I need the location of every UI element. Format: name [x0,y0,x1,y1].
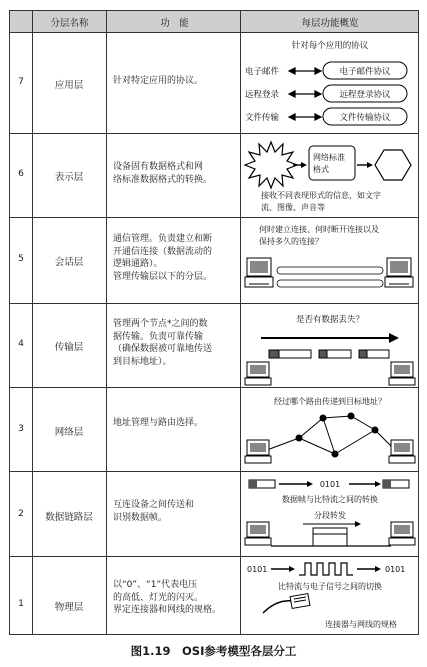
layer-name: 传输层 [54,342,84,353]
layer-function: 设备固有数据格式和网 络标准数据格式的转换。 [113,162,213,185]
layer-function: 互连设备之间传送和 识别数据帧。 [113,500,195,523]
layer-name: 会话层 [54,257,84,268]
layer-name: 物理层 [54,602,84,613]
hexagon-icon [375,150,411,180]
transport-q: 是否有数据丢失？ [295,315,365,325]
layer-number: 5 [18,254,24,264]
physical-illustration [241,557,419,635]
layer-number: 3 [18,424,24,434]
layer-function: 针对特定应用的协议。 [113,76,204,86]
computer-icon [389,440,415,463]
app-right-2: 远程登录协议 [339,90,391,100]
computer-icon [385,258,413,287]
computer-icon [245,522,271,545]
connector-icon [263,594,310,613]
app-left-3: 文件传输 [245,113,280,123]
app-left-2: 远程登录 [245,90,280,100]
computer-icon [245,362,271,385]
layer-number: 4 [18,339,24,349]
datalink-note: 数据帧与比特流之间的转换 [282,495,378,504]
header-function: 功 能 [160,18,189,29]
datalink-illustration [241,472,419,556]
session-q2: 保持多久的连接？ [259,237,323,246]
app-right-1: 电子邮件协议 [339,67,391,77]
svg-text:格式 [313,164,329,174]
application-illustration [241,34,419,133]
layer-name: 表示层 [54,172,84,183]
layer-number: 7 [18,77,24,87]
layer-name: 应用层 [54,80,84,91]
layer-function: 地址管理与路由选择。 [113,418,204,428]
datalink-bits: 0101 [319,480,341,489]
figure-caption: 图1.19 OSI参考模型各层分工 [130,644,297,658]
osi-table [9,10,419,635]
layer-function: 通信管理。负责建立和断 开通信连接（数据流动的 逻辑通路）。 管理传输层以下的分层。 [113,234,213,282]
presentation-illustration [241,134,419,217]
physical-left-bits: 0101 [247,565,268,574]
app-left-1: 电子邮件 [245,67,280,77]
transport-illustration [241,304,419,387]
starburst-icon [245,142,297,188]
format-box-l2: 格式 [313,165,329,174]
format-box-l1: 网络标准 [313,153,345,162]
layer-number: 2 [18,509,24,519]
computer-icon [245,258,273,287]
header-name: 分层名称 [50,18,89,29]
physical-note: 比特流与电子信号之间的切换 [278,582,382,591]
layer-number: 6 [18,169,24,179]
computer-icon [389,522,415,545]
physical-connector: 连接器与网线的规格 [325,620,397,629]
session-q1: 何时建立连接、何时断开连接以及 [259,225,379,234]
layer-number: 1 [18,599,24,609]
datalink-label: 分段转发 [314,511,346,520]
computer-icon [245,440,271,463]
network-illustration [241,388,419,471]
presentation-note-2: 流、图像、声音等 [261,203,325,212]
app-right-3: 文件传输协议 [339,113,391,123]
app-title: 针对每个应用的协议 [291,41,369,51]
svg-text:网络标准 [313,152,345,162]
session-illustration [241,218,419,303]
layer-name: 网络层 [54,427,84,438]
square-wave-icon [299,563,353,575]
layer-name: 数据链路层 [45,512,93,523]
network-q: 经过哪个路由传递到目标地址？ [274,397,386,406]
physical-right-bits: 0101 [385,565,406,574]
presentation-note-1: 接收不同表现形式的信息，如文字 [261,191,381,200]
header-overview: 每层功能概览 [301,18,359,29]
layer-function: 以“0”、“1”代表电压 的高低、灯光的闪灭。 界定连接器和网线的规格。 [113,580,222,615]
computer-icon [389,362,415,385]
layer-function: 管理两个节点*之间的数 据传输。负责可靠传输 （确保数据被可靠地传送 到目标地址）。 [113,319,213,367]
